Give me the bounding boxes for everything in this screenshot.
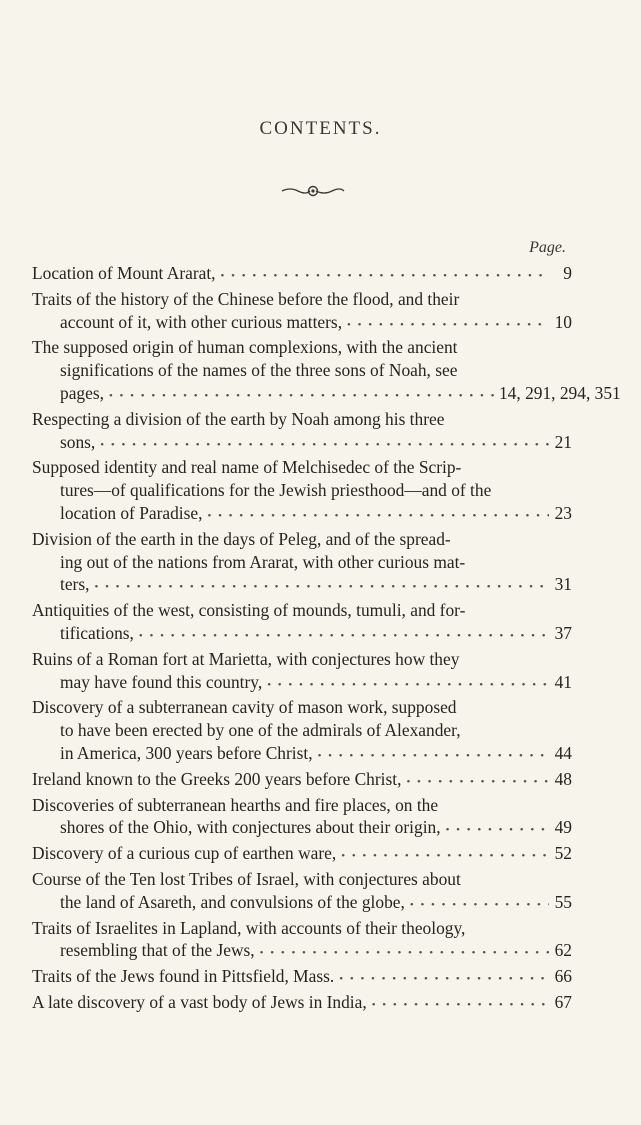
- entry-line: [32, 262, 572, 288]
- contents-entry: [32, 648, 572, 697]
- entry-line: [32, 648, 572, 671]
- entry-line: [32, 868, 572, 891]
- contents-entry: [32, 794, 572, 843]
- contents-entry: [32, 599, 572, 648]
- entry-page-number: 9: [563, 263, 572, 283]
- dot-leader: [410, 894, 549, 917]
- entry-text: location of Paradise,: [60, 502, 203, 523]
- entry-line: [32, 551, 572, 574]
- entry-text: to have been erected by one of the admirals of Alexander,: [60, 720, 461, 741]
- page-column-label: Page.: [529, 239, 566, 256]
- entry-line: [32, 891, 572, 917]
- entry-text: sons,: [60, 431, 96, 452]
- entry-text: Location of Mount Ararat,: [32, 263, 216, 283]
- entry-text: ters,: [60, 574, 90, 595]
- entry-text: account of it, with other curious matters,: [60, 311, 343, 332]
- entry-page-number: 41: [554, 671, 572, 692]
- entry-line: [32, 991, 572, 1017]
- entry-text: the land of Asareth, and convulsions of the globe,: [60, 891, 405, 912]
- entry-line: [32, 965, 572, 991]
- entry-text: may have found this country,: [60, 671, 263, 692]
- entry-text: Respecting a division of the earth by Noah among his three: [32, 408, 445, 429]
- dot-leader: [446, 819, 549, 842]
- contents-entry: [32, 696, 572, 767]
- entry-line: [32, 573, 572, 599]
- dot-leader: [318, 745, 549, 768]
- dot-leader: [339, 968, 549, 991]
- entry-line: [32, 502, 572, 528]
- contents-entry: [32, 528, 572, 599]
- entry-line: [32, 622, 572, 648]
- dot-leader: [347, 314, 549, 337]
- entry-line: [32, 359, 572, 382]
- entry-line: [32, 311, 572, 337]
- entry-page-number: 52: [554, 843, 572, 864]
- entry-line: [32, 768, 572, 794]
- entry-text: Ireland known to the Greeks 200 years before Christ,: [32, 768, 402, 789]
- entry-page-number: 49: [554, 817, 572, 838]
- entry-text: shores of the Ohio, with conjectures about their origin,: [60, 817, 441, 838]
- entry-line: [32, 382, 621, 408]
- contents-list: [32, 262, 621, 1017]
- entry-text: resembling that of the Jews,: [60, 940, 255, 961]
- entry-page-number: 48: [554, 768, 572, 789]
- entry-text: A late discovery of a vast body of Jews in India,: [32, 991, 367, 1012]
- dot-leader: [341, 845, 549, 868]
- entry-line: [32, 816, 572, 842]
- entry-line: [32, 336, 572, 359]
- entry-line: [32, 842, 572, 868]
- entry-text: pages,: [60, 382, 104, 403]
- contents-entry: [32, 965, 572, 991]
- entry-text: Division of the earth in the days of Peleg, and of the spread-: [32, 528, 451, 549]
- dot-leader: [139, 625, 549, 648]
- dot-leader: [207, 505, 549, 528]
- entry-line: [32, 696, 572, 719]
- dot-leader: [260, 942, 549, 965]
- entry-text: significations of the names of the three sons of Noah, see: [60, 360, 458, 381]
- entry-text: Ruins of a Roman fort at Marietta, with conjectures how they: [32, 648, 460, 669]
- dot-leader: [100, 434, 549, 457]
- entry-page-number: 14, 291, 294, 351: [498, 382, 621, 403]
- contents-entry: [32, 288, 572, 337]
- contents-entry: [32, 408, 572, 457]
- entry-text: Course of the Ten lost Tribes of Israel, with conjectures about: [32, 868, 461, 889]
- entry-text: ing out of the nations from Ararat, with other curious mat-: [60, 551, 466, 572]
- entry-line: [32, 794, 572, 817]
- ornament-divider-icon: [280, 184, 346, 198]
- contents-entry: [32, 868, 572, 917]
- entry-line: [32, 939, 572, 965]
- entry-text: Traits of the history of the Chinese before the flood, and their: [32, 288, 460, 309]
- entry-line: [32, 917, 572, 940]
- dot-leader: [109, 385, 494, 408]
- entry-line: [32, 288, 572, 311]
- entry-line: [32, 456, 572, 479]
- dot-leader: [372, 994, 549, 1017]
- entry-line: [32, 671, 572, 697]
- dot-leader: [94, 576, 549, 599]
- contents-entry: [32, 336, 621, 407]
- entry-line: [32, 408, 572, 431]
- contents-heading: CONTENTS.: [259, 118, 382, 139]
- entry-text: Supposed identity and real name of Melchisedec of the Scrip-: [32, 457, 462, 478]
- entry-page-number: 55: [554, 891, 572, 912]
- entry-text: tifications,: [60, 622, 134, 643]
- dot-leader: [267, 674, 549, 697]
- entry-line: [32, 599, 572, 622]
- entry-text: Discovery of a curious cup of earthen ware,: [32, 843, 337, 864]
- entry-text: Traits of the Jews found in Pittsfield, Mass.: [32, 966, 335, 987]
- entry-text: Traits of Israelites in Lapland, with accounts of their theology,: [32, 917, 466, 938]
- entry-line: [32, 479, 572, 502]
- entry-text: Discovery of a subterranean cavity of mason work, supposed: [32, 697, 457, 718]
- entry-line: [32, 431, 572, 457]
- contents-entry: [32, 262, 572, 288]
- contents-entry: [32, 917, 572, 966]
- entry-text: Antiquities of the west, consisting of mounds, tumuli, and for-: [32, 600, 466, 621]
- entry-page-number: 10: [554, 311, 572, 332]
- entry-line: [32, 742, 572, 768]
- contents-entry: [32, 842, 572, 868]
- entry-page-number: 67: [554, 991, 572, 1012]
- dot-leader: [406, 771, 549, 794]
- entry-page-number: 62: [554, 940, 572, 961]
- entry-text: in America, 300 years before Christ,: [60, 742, 313, 763]
- entry-page-number: 44: [554, 742, 572, 763]
- entry-line: [32, 528, 572, 551]
- dot-leader: [221, 265, 549, 288]
- entry-page-number: 23: [554, 502, 572, 523]
- contents-entry: [32, 991, 572, 1017]
- entry-page-number: 21: [554, 431, 572, 452]
- entry-line: [32, 719, 572, 742]
- entry-text: Discoveries of subterranean hearths and fire places, on the: [32, 794, 439, 815]
- contents-entry: [32, 456, 572, 527]
- entry-text: tures—of qualifications for the Jewish priesthood—and of the: [60, 480, 492, 501]
- entry-page-number: 37: [554, 622, 572, 643]
- entry-page-number: 66: [554, 966, 572, 987]
- entry-text: The supposed origin of human complexions, with the ancient: [32, 337, 458, 358]
- contents-entry: [32, 768, 572, 794]
- entry-page-number: 31: [554, 574, 572, 595]
